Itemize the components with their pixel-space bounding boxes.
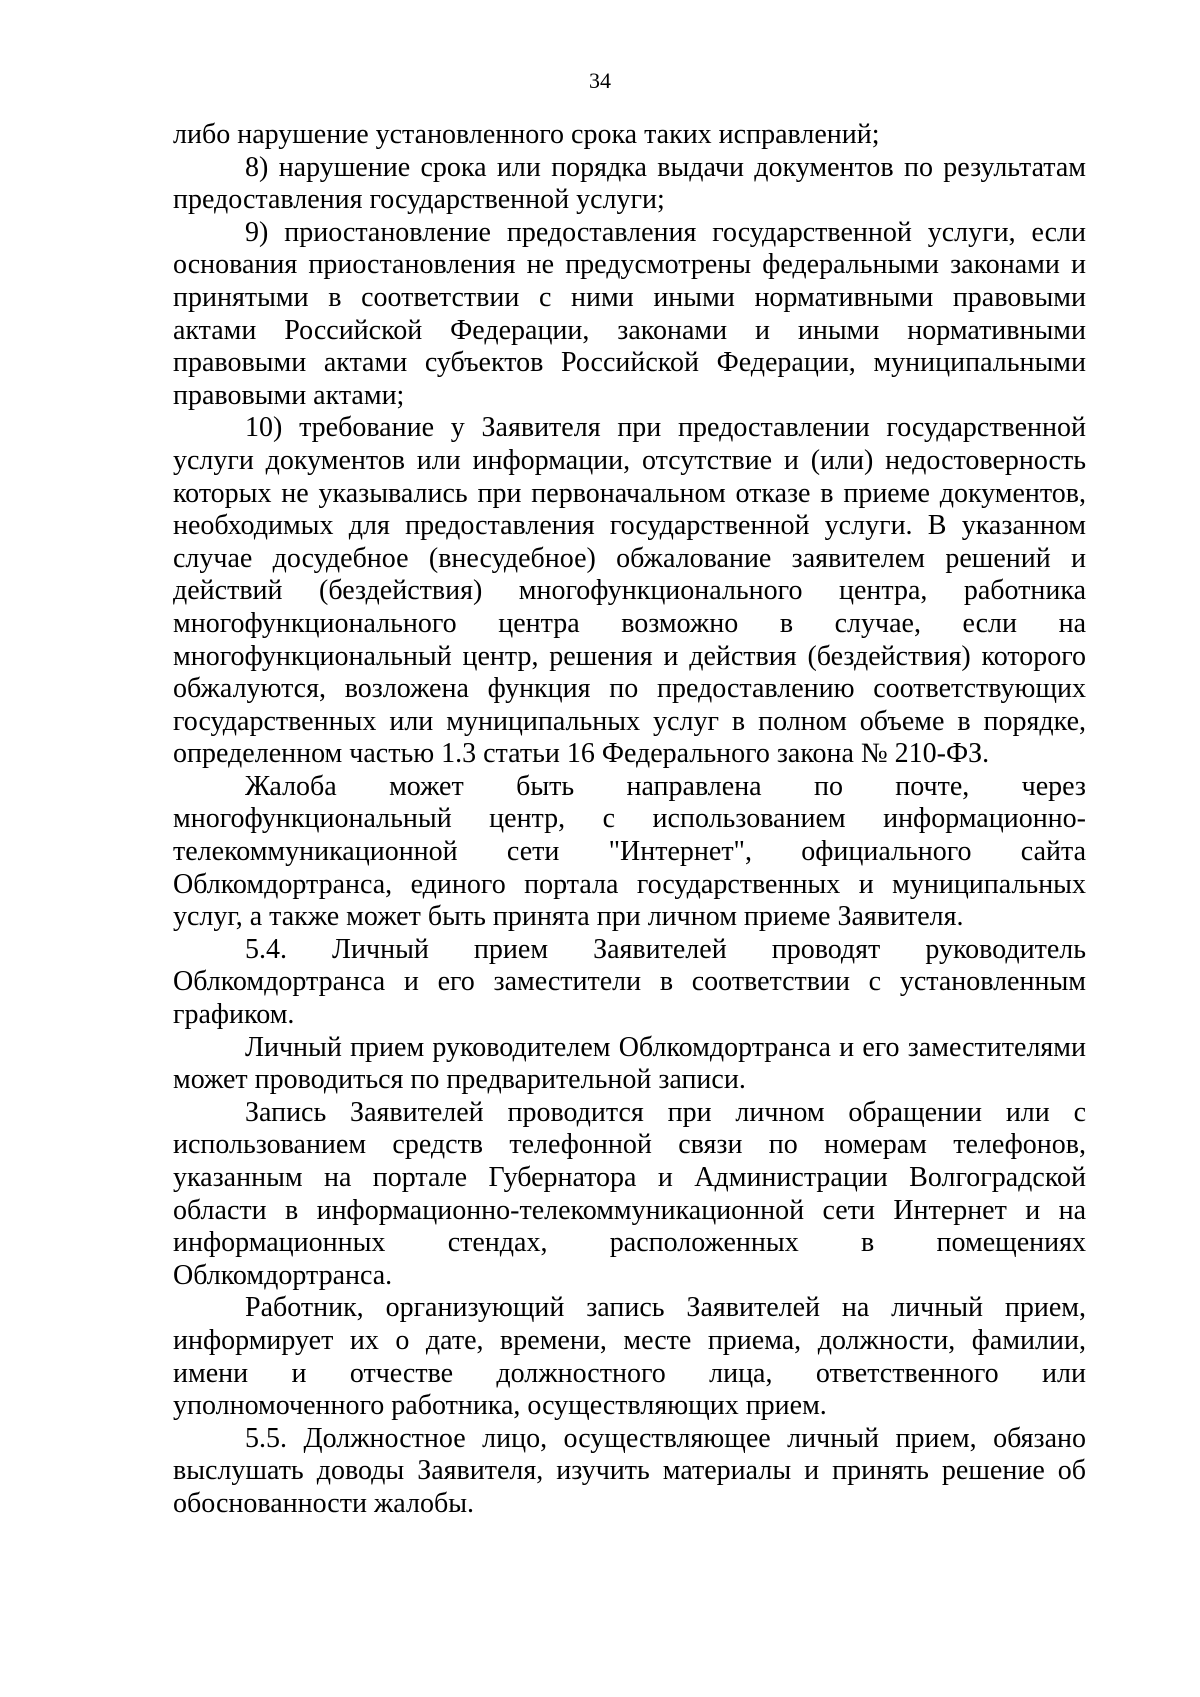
paragraph-7: Личный прием руководителем Облкомдортранса и его заместителями может проводиться по предварительной записи.	[173, 1031, 1086, 1096]
paragraph-5: Жалоба может быть направлена по почте, через многофункциональный центр, с использованием информационно-телекоммуникационной сети "Интернет", официального сайта Облкомдортранса, единого портала государственных и муниципальных услуг, а также может быть принята при личном приеме Заявителя.	[173, 770, 1086, 933]
paragraph-6: 5.4. Личный прием Заявителей проводят руководитель Облкомдортранса и его заместители в соответствии с установленным графиком.	[173, 933, 1086, 1031]
paragraph-3: 9) приостановление предоставления государственной услуги, если основания приостановления не предусмотрены федеральными законами и принятыми в соответствии с ними иными нормативными правовыми актами Российской Федерации, законами и иными нормативными правовыми актами субъектов Российской Федерации, муниципальными правовыми актами;	[173, 216, 1086, 411]
paragraph-1: либо нарушение установленного срока таких исправлений;	[173, 119, 880, 150]
page-number: 34	[589, 68, 611, 93]
paragraph-10: 5.5. Должностное лицо, осуществляющее личный прием, обязано выслушать доводы Заявителя, изучить материалы и принять решение об обоснованности жалобы.	[173, 1422, 1086, 1519]
paragraph-8: Запись Заявителей проводится при личном обращении или с использованием средств телефонной связи по номерам телефонов, указанным на портале Губернатора и Администрации Волгоградской области в информационно-телекоммуникационной сети Интернет и на информационных стендах, расположенных в помещениях Облкомдортранса.	[173, 1096, 1086, 1291]
paragraph-2: 8) нарушение срока или порядка выдачи документов по результатам предоставления государственной услуги;	[173, 151, 1086, 216]
paragraph-9: Работник, организующий запись Заявителей на личный прием, информирует их о дате, времени, месте приема, должности, фамилии, имени и отчестве должностного лица, ответственного или уполномоченного работника, осуществляющих прием.	[173, 1292, 1086, 1422]
document-body	[173, 119, 1086, 1521]
paragraph-4: 10) требование у Заявителя при предоставлении государственной услуги документов или информации, отсутствие и (или) недостоверность которых не указывались при первоначальном отказе в приеме документов, необходимых для предоставления государственной услуги. В указанном случае досудебное (внесудебное) обжалование заявителем решений и действий (бездействия) многофункционального центра, работника многофункционального центра возможно в случае, если на многофункциональный центр, решения и действия (бездействия) которого обжалуются, возложена функция по предоставлению соответствующих государственных или муниципальных услуг в полном объеме в порядке, определенном частью 1.3 статьи 16 Федерального закона № 210-ФЗ.	[173, 412, 1086, 770]
